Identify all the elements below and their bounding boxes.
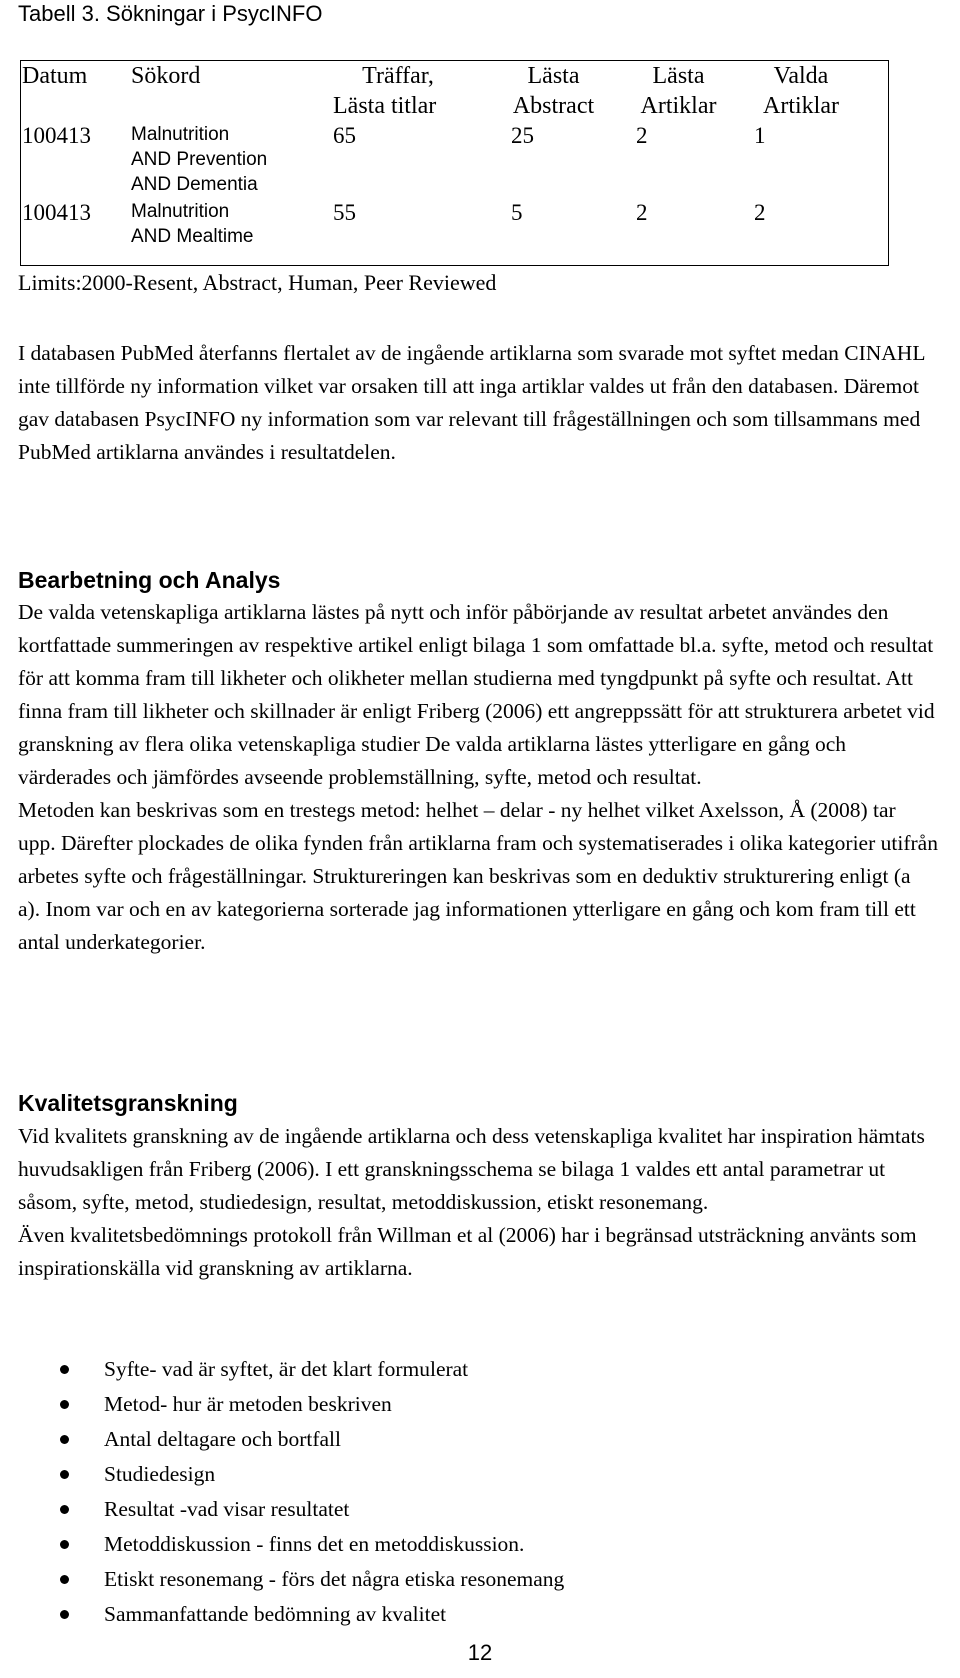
- table-caption: Tabell 3. Sökningar i PsycINFO: [18, 1, 323, 26]
- kvalitet-paragraph-1: Vid kvalitets granskning av de ingående artiklarna och dess vetenskapliga kvalitet har inspiration hämtats huvudsakligen från Friberg (2006). I ett granskningsschema se bilaga 1 valdes ett antal parametrar ut såsom, syfte, metod, studiedesign, resultat, metoddiskussion, etiskt resonemang.: [18, 1124, 925, 1214]
- paragraph-databases: [18, 337, 938, 469]
- list-item: Metoddiskussion - finns det en metoddiskussion.: [60, 1527, 564, 1562]
- list-item: Studiedesign: [60, 1457, 564, 1492]
- list-item: Sammanfattande bedömning av kvalitet: [60, 1597, 564, 1632]
- section-kvalitet-body: [18, 1120, 938, 1285]
- table-limits: Limits:2000-Resent, Abstract, Human, Peer Reviewed: [18, 270, 497, 295]
- row1-valda: 1: [754, 123, 766, 148]
- search-table: [20, 60, 889, 266]
- row1-sokord-line3: AND Dementia: [131, 174, 258, 195]
- row2-sokord-line1: Malnutrition: [131, 201, 230, 222]
- row2-artiklar: 2: [636, 200, 648, 225]
- criteria-list: [60, 1352, 564, 1632]
- section-bearbetning-body: [18, 596, 938, 959]
- list-item: Metod- hur är metoden beskriven: [60, 1387, 564, 1422]
- paragraph-databases-text: I databasen PubMed återfanns flertalet av de ingående artiklarna som svarade mot syftet medan CINAHL inte tillförde ny information vilket var orsaken till att inga artiklar valdes ut från den databasen. Däremot gav databasen PsycINFO ny information som var relevant till frågeställningen och som tillsammans med PubMed artiklarna användes i resultatdelen.: [18, 341, 925, 464]
- header-abstract-line2: Abstract: [512, 93, 595, 119]
- list-item: Resultat -vad visar resultatet: [60, 1492, 564, 1527]
- row1-sokord-line2: AND Prevention: [131, 149, 268, 170]
- row1-sokord-line1: Malnutrition: [131, 124, 230, 145]
- heading-bearbetning: Bearbetning och Analys: [18, 567, 281, 593]
- header-valda-line1: Valda: [773, 63, 829, 89]
- row1-abstract: 25: [511, 123, 534, 148]
- bearbetning-paragraph-2: Metoden kan beskrivas som en trestegs metod: helhet – delar - ny helhet vilket Axelsson, Å (2008) tar upp. Därefter plockades de olika fynden från artiklarna fram och systematiserades i olika kategorier utifrån arbetes syfte och frågeställningar. Struktureringen kan beskrivas som en deduktiv strukturering enligt (a a). Inom var och en av kategorierna sorterade jag informationen ytterligare en gång och kom fram till ett antal underkategorier.: [18, 798, 938, 954]
- list-item: Antal deltagare och bortfall: [60, 1422, 564, 1457]
- header-artiklar-line2: Artiklar: [640, 93, 717, 119]
- kvalitet-paragraph-2: Även kvalitetsbedömnings protokoll från Willman et al (2006) har i begränsad utsträckning använts som inspirationskälla vid granskning av artiklarna.: [18, 1223, 917, 1280]
- header-traffar-line2: Lästa titlar: [333, 93, 437, 119]
- list-item: Syfte- vad är syftet, är det klart formulerat: [60, 1352, 564, 1387]
- row2-abstract: 5: [511, 200, 523, 225]
- header-abstract-line1: Lästa: [527, 63, 580, 89]
- header-traffar-line1: Träffar,: [362, 63, 434, 89]
- row2-sokord-line2: AND Mealtime: [131, 226, 254, 247]
- header-datum: Datum: [22, 63, 88, 89]
- header-sokord: Sökord: [131, 63, 201, 89]
- bearbetning-paragraph-1: De valda vetenskapliga artiklarna lästes på nytt och inför påbörjande av resultat arbetet användes den kortfattade summeringen av respektive artikel enligt bilaga 1 som omfattade bl.a. syfte, metod och resultat för att komma fram till likheter och olikheter mellan studierna med tyngdpunkt på syfte och resultat. Att finna fram till likheter och skillnader är enligt Friberg (2006) ett angreppssätt för att strukturera arbetet vid granskning av flera olika vetenskapliga studier De valda artiklarna lästes ytterligare en gång och värderades och jämfördes avseende problemställning, syfte, metod och resultat.: [18, 600, 935, 789]
- header-artiklar-line1: Lästa: [652, 63, 705, 89]
- list-item: Etiskt resonemang - förs det några etiska resonemang: [60, 1562, 564, 1597]
- header-valda-line2: Artiklar: [763, 93, 839, 119]
- page-number: 12: [467, 1640, 493, 1665]
- row1-datum: 100413: [22, 123, 91, 148]
- row2-valda: 2: [754, 200, 766, 225]
- row1-traffar: 65: [333, 123, 356, 148]
- row2-datum: 100413: [22, 200, 91, 225]
- row2-traffar: 55: [333, 200, 356, 225]
- heading-kvalitetsgranskning: Kvalitetsgranskning: [18, 1090, 238, 1116]
- row1-artiklar: 2: [636, 123, 648, 148]
